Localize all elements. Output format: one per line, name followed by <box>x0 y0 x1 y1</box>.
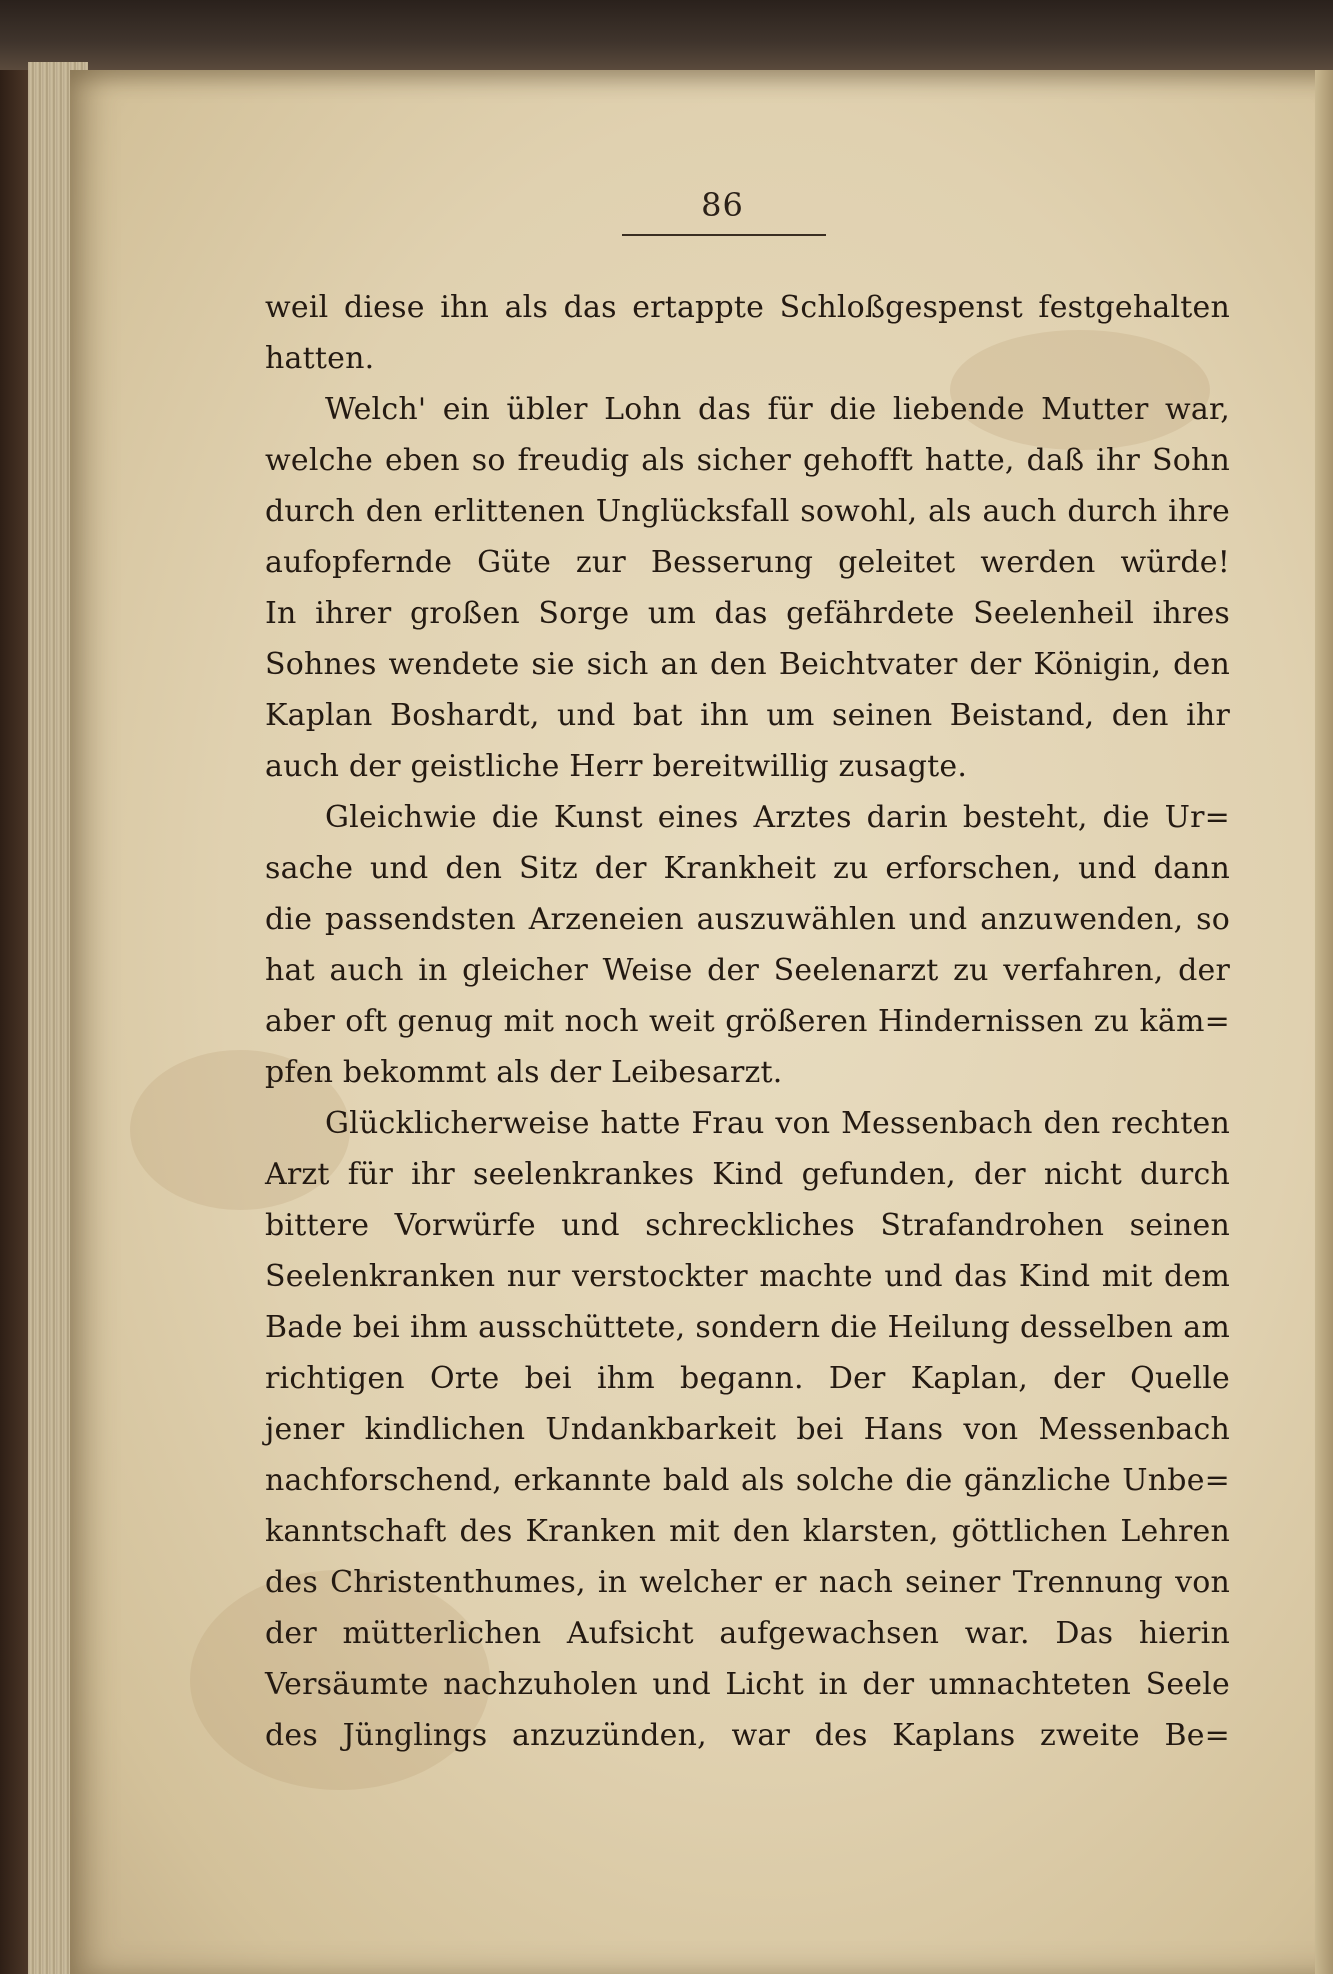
text-line: Sohnes wendete sie sich an den Beichtvater der Königin, den <box>265 647 1230 682</box>
text-line: Versäumte nachzuholen und Licht in der umnachteten Seele <box>265 1667 1230 1702</box>
page-number: 86 <box>701 186 744 224</box>
text-line: weil diese ihn als das ertappte Schloßgespenst festgehalten <box>265 290 1230 325</box>
text-line: Bade bei ihm ausschüttete, sondern die Heilung desselben am <box>265 1310 1230 1345</box>
text-line: die passendsten Arzeneien auszuwählen und anzuwenden, so <box>265 902 1230 937</box>
text-line: des Jünglings anzuzünden, war des Kaplans zweite Be= <box>265 1718 1230 1753</box>
text-line: hat auch in gleicher Weise der Seelenarzt zu verfahren, der <box>265 953 1230 988</box>
text-line: durch den erlittenen Unglücksfall sowohl, als auch durch ihre <box>265 494 1230 529</box>
text-line: richtigen Orte bei ihm begann. Der Kaplan, der Quelle <box>265 1361 1230 1396</box>
text-line: jener kindlichen Undankbarkeit bei Hans von Messenbach <box>265 1412 1230 1447</box>
text-line: Kaplan Boshardt, und bat ihn um seinen Beistand, den ihr <box>265 698 1230 733</box>
text-line: auch der geistliche Herr bereitwillig zusagte. <box>265 749 968 784</box>
text-line: welche eben so freudig als sicher gehofft hatte, daß ihr Sohn <box>265 443 1230 478</box>
text-line: nachforschend, erkannte bald als solche die gänzliche Unbe= <box>265 1463 1230 1498</box>
text-line: kanntschaft des Kranken mit den klarsten, göttlichen Lehren <box>265 1514 1230 1549</box>
book-binding <box>0 0 1333 70</box>
text-line: hatten. <box>265 341 375 376</box>
text-line: aufopfernde Güte zur Besserung geleitet werden würde! <box>265 545 1230 580</box>
page-right-edge <box>1315 70 1333 1974</box>
text-line: sache und den Sitz der Krankheit zu erforschen, und dann <box>265 851 1230 886</box>
text-line: Arzt für ihr seelenkrankes Kind gefunden, der nicht durch <box>265 1157 1230 1192</box>
text-line: Welch' ein übler Lohn das für die liebende Mutter war, <box>325 392 1230 427</box>
header-rule <box>622 234 826 236</box>
body-text <box>265 282 1230 1761</box>
text-line: Seelenkranken nur verstockter machte und das Kind mit dem <box>265 1259 1230 1294</box>
text-line: In ihrer großen Sorge um das gefährdete Seelenheil ihres <box>265 596 1230 631</box>
text-line: des Christenthumes, in welcher er nach seiner Trennung von <box>265 1565 1230 1600</box>
text-line: Glücklicherweise hatte Frau von Messenbach den rechten <box>325 1106 1230 1141</box>
text-line: pfen bekommt als der Leibesarzt. <box>265 1055 783 1090</box>
text-line: Gleichwie die Kunst eines Arztes darin besteht, die Ur= <box>325 800 1230 835</box>
text-line: der mütterlichen Aufsicht aufgewachsen war. Das hierin <box>265 1616 1230 1651</box>
text-line: bittere Vorwürfe und schreckliches Strafandrohen seinen <box>265 1208 1230 1243</box>
text-line: aber oft genug mit noch weit größeren Hindernissen zu käm= <box>265 1004 1230 1039</box>
